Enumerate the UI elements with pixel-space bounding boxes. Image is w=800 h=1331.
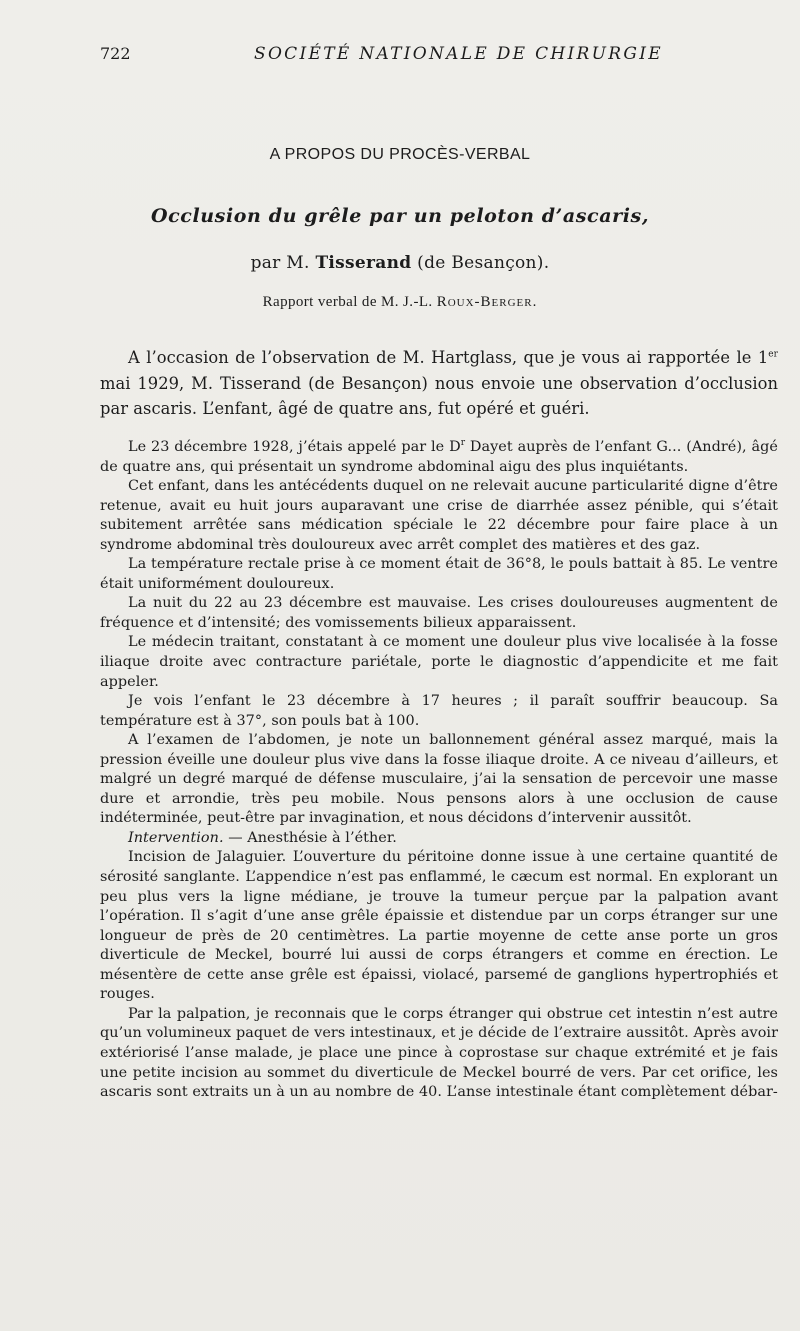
paragraph-text-b: Dayet auprès de l’enfant G... (André), âgé de quatre ans, qui présentait un syndrome abdominal aigu des plus inquiétants.: [100, 439, 778, 475]
section-title: A PROPOS DU PROCÈS-VERBAL: [269, 146, 531, 163]
report-prefix: Rapport verbal de M. J.-L.: [262, 294, 433, 310]
paragraph: Incision de Jalaguier. L’ouverture du péritoine donne issue à une certaine quantité de sérosité sanglante. L’appendice n’est pas enflammé, le cæcum est normal. En explorant un peu plus vers la ligne médiane, je trouve la tumeur perçue par la palpation avant l’opération. Il s’agit d’une anse grêle épaissie et distendue par un corps étranger sur une longueur de près de 20 centimètres. La partie moyenne de cette anse porte un gros diverticule de Meckel, bourré lui aussi de corps étrangers et comme en érection. Le mésentère de cette anse grêle est épaissi, violacé, parsemé de ganglions hypertrophiés et rouges.: [100, 849, 778, 1003]
paragraph: [100, 829, 778, 849]
paragraph: A l’examen de l’abdomen, je note un ballonnement général assez marqué, mais la pression éveille une douleur plus vive dans la fosse iliaque droite. A ce niveau d’ailleurs, et malgré un degré marqué de défense musculaire, j’ai la sensation de percevoir une masse dure et arrondie, très peu mobile. Nous pensons alors à une occlusion de cause indéterminée, peut-être par invagination, et nous décidons d’intervenir aussitôt.: [100, 732, 778, 827]
byline: [0, 253, 800, 273]
intervention-text: — Anesthésie à l’éther.: [223, 829, 397, 846]
intervention-heading: Intervention.: [128, 829, 224, 846]
intro-text: [100, 345, 778, 422]
intro-superscript: er: [768, 349, 778, 360]
running-head: SOCIÉTÉ NATIONALE DE CHIRURGIE: [254, 44, 663, 64]
body-text: [100, 438, 778, 1103]
paragraph: [100, 438, 778, 477]
byline-affiliation: (de Besançon).: [417, 253, 550, 273]
intro-text-b: mai 1929, M. Tisserand (de Besançon) nous envoie une observation d’occlusion par ascaris. L’enfant, âgé de quatre ans, fut opéré et guéri.: [100, 373, 778, 418]
paragraph: La température rectale prise à ce moment était de 36°8, le pouls battait à 85. Le ventre était uniformément douloureux.: [100, 556, 778, 592]
intro-text-a: A l’occasion de l’observation de M. Hartglass, que je vous ai rapportée le 1: [128, 348, 769, 367]
paragraph: Je vois l’enfant le 23 décembre à 17 heures ; il paraît souffrir beaucoup. Sa température est à 37°, son pouls bat à 100.: [100, 693, 778, 729]
page-header: [100, 44, 760, 70]
report-line: [0, 294, 800, 311]
article-title: Occlusion du grêle par un peloton d’ascaris,: [150, 205, 650, 227]
intro-paragraph: [100, 345, 778, 422]
paragraph-text-a: Le 23 décembre 1928, j’étais appelé par le D: [128, 439, 461, 455]
byline-author: Tisserand: [315, 253, 412, 273]
paragraph: La nuit du 22 au 23 décembre est mauvaise. Les crises douloureuses augmentent de fréquence et d’intensité; des vomissements bilieux apparaissent.: [100, 595, 778, 631]
paragraph: Cet enfant, dans les antécédents duquel on ne relevait aucune particularité digne d’être retenue, avait eu huit jours auparavant une crise de diarrhée assez pénible, qui s’était subitement arrêtée sans médication spéciale le 22 décembre pour faire place à un syndrome abdominal très douloureux avec arrêt complet des matières et des gaz.: [100, 478, 778, 553]
report-name: Roux-Berger.: [436, 294, 538, 310]
byline-prefix: par M.: [250, 253, 310, 273]
paragraph-superscript: r: [460, 438, 466, 449]
paragraph: Par la palpation, je reconnais que le corps étranger qui obstrue cet intestin n’est autre qu’un volumineux paquet de vers intestinaux, et je décide de l’extraire aussitôt. Après avoir extériorisé l’anse malade, je place une pince à coprostase sur chaque extrémité et je fais une petite incision au sommet du diverticule de Meckel bourré de vers. Par cet orifice, les ascaris sont extraits un à un au nombre de 40. L’anse intestinale étant complètement débar-: [100, 1005, 778, 1101]
page-number: 722: [100, 44, 131, 63]
paragraph: Le médecin traitant, constatant à ce moment une douleur plus vive localisée à la fosse iliaque droite avec contracture pariétale, porte le diagnostic d’appendicite et me fait appeler.: [100, 634, 778, 690]
